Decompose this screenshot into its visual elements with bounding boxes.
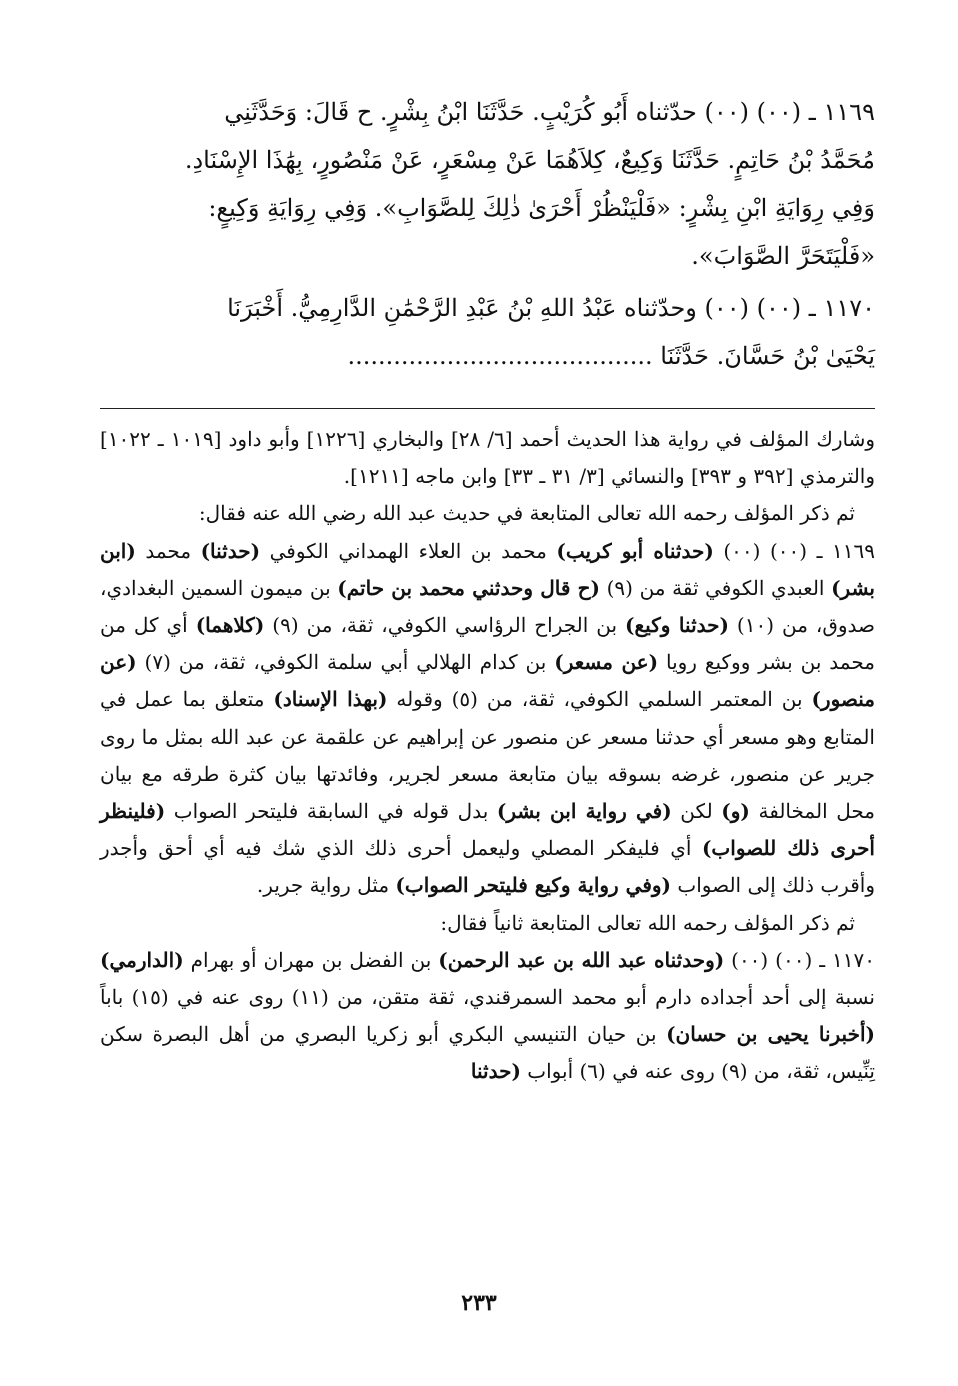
bold-term: (الدارمي) xyxy=(100,947,184,972)
hadith-1169-line-1: ١١٦٩ ـ (٠٠) (٠٠) حدّثناه أَبُو كُرَيْبٍ. حَدَّثَنَا ابْنُ بِشْرٍ. ح قَالَ: وَحَدَّثَنِي xyxy=(224,98,875,126)
bold-term: (عن مسعر) xyxy=(554,650,659,675)
bold-term: (حدثنا) xyxy=(200,538,261,563)
hadith-text-block xyxy=(100,88,875,380)
bold-term: (بهذا الإسناد) xyxy=(273,687,388,712)
bold-term: (ح قال وحدثني محمد بن حاتم) xyxy=(337,575,600,600)
hadith-1169-line-4: «فَلْيَتَحَرَّ الصَّوَابَ». xyxy=(691,242,875,270)
footnote-separator-line xyxy=(100,408,875,409)
bold-term: (حدثنا وكيع) xyxy=(625,613,729,638)
bold-term: (فلينظر أحرى ذلك للصواب) xyxy=(100,799,875,861)
commentary-1170-paragraph: ١١٧٠ ـ (٠٠) (٠٠) (وحدثناه عبد الله بن عبد الرحمن) بن الفضل بن مهران أو بهرام (الدارمي) نسبة إلى أحد أجداده دارم أبو محمد السمرقندي، ثقة متقن، من (١١) روى عنه في (١٥) باباً (أخبرنا يحيى بن حسان) بن حيان التنيسي البكري أبو زكريا البصري من أهل البصرة سكن تِنِّيس، ثقة، من (٩) روى عنه في (٦) أبواب (حدثنا xyxy=(100,947,875,1084)
bold-term: (في رواية ابن بشر) xyxy=(496,799,672,824)
page-number: ٢٣٣ xyxy=(461,1290,497,1316)
commentary-block xyxy=(100,421,875,1091)
hadith-1170-line-2 xyxy=(100,332,875,380)
bold-term: (وحدثناه عبد الله بن عبد الرحمن) xyxy=(438,947,725,972)
book-page xyxy=(100,88,875,1368)
bold-term: (كلاهما) xyxy=(195,613,265,638)
hadith-1170-text: يَحْيَىٰ بْنُ حَسَّانَ. حَدَّثَنَا xyxy=(660,342,875,370)
bold-term: (و) xyxy=(721,799,750,824)
hadith-1170-line-1: ١١٧٠ ـ (٠٠) (٠٠) وحدّثناه عَبْدُ اللهِ بْنُ عَبْدِ الرَّحْمَٰنِ الدَّارِمِيُّ. أَخْبَرَنَا xyxy=(227,294,875,322)
bold-term: (وفي رواية وكيع فليتحر الصواب) xyxy=(395,873,672,898)
hadith-1169-line-3: وَفِي رِوَايَةِ ابْنِ بِشْرٍ: «فَلْيَنْظُرْ أَحْرَىٰ ذٰلِكَ لِلصَّوَابِ». وَفِي رِوَايَةِ وَكِيعٍ: xyxy=(208,194,875,222)
commentary-sources-paragraph: وشارك المؤلف في رواية هذا الحديث أحمد [٦/ ٢٨] والبخاري [١٢٢٦] وأبو داود [١٠١٩ ـ ١٠٢٢] والترمذي [٣٩٢ و ٣٩٣] والنسائي [٣/ ٣١ ـ ٣٣] وابن ماجه [١٢١١]. xyxy=(100,427,876,489)
commentary-second-intro-paragraph: ثم ذكر المؤلف رحمه الله تعالى المتابعة ثانياً فقال: xyxy=(440,910,855,935)
bold-term: (حدثناه أبو كريب) xyxy=(556,538,714,563)
bold-term: (حدثنا xyxy=(470,1059,521,1084)
hadith-1169-line-2: مُحَمَّدُ بْنُ حَاتِمٍ. حَدَّثَنَا وَكِيعٌ، كِلاَهُمَا عَنْ مِسْعَرٍ، عَنْ مَنْصُورٍ، بِهَٰذَا الإِسْنَادِ. xyxy=(184,146,875,174)
bold-term: (أخبرنا يحيى بن حسان) xyxy=(666,1022,875,1047)
ellipsis-dots: ........................................ xyxy=(347,342,653,370)
bold-term: (عن منصور) xyxy=(100,650,875,712)
bold-term: (ابن بشر) xyxy=(100,538,875,600)
commentary-1169-paragraph: ١١٦٩ ـ (٠٠) (٠٠) (حدثناه أبو كريب) محمد بن العلاء الهمداني الكوفي (حدثنا) محمد (ابن بشر) العبدي الكوفي ثقة من (٩) (ح قال وحدثني محمد بن حاتم) بن ميمون السمين البغدادي، صدوق، من (١٠) (حدثنا وكيع) بن الجراح الرؤاسي الكوفي، ثقة، من (٩) (كلاهما) أي كل من محمد بن بشر ووكيع رويا (عن مسعر) بن كدام الهلالي أبي سلمة الكوفي، ثقة، من (٧) (عن منصور) بن المعتمر السلمي الكوفي، ثقة، من (٥) وقوله (بهذا الإسناد) متعلق بما عمل في المتابع وهو مسعر أي حدثنا مسعر عن منصور عن إبراهيم عن علقمة عن عبد الله بمثل ما روى جرير عن منصور، غرضه بسوقه بيان متابعة مسعر لجرير، وفائدتها بيان كثرة طرقه مع بيان محل المخالفة (و) لكن (في رواية ابن بشر) بدل قوله في السابقة فليتحر الصواب (فلينظر أحرى ذلك للصواب) أي فليفكر المصلي وليعمل أحرى ذلك الذي شك فيه أي أحق وأجدر وأقرب ذلك إلى الصواب (وفي رواية وكيع فليتحر الصواب) مثل رواية جرير. xyxy=(100,538,876,898)
commentary-intro-paragraph: ثم ذكر المؤلف رحمه الله تعالى المتابعة في حديث عبد الله رضي الله عنه فقال: xyxy=(198,501,855,526)
